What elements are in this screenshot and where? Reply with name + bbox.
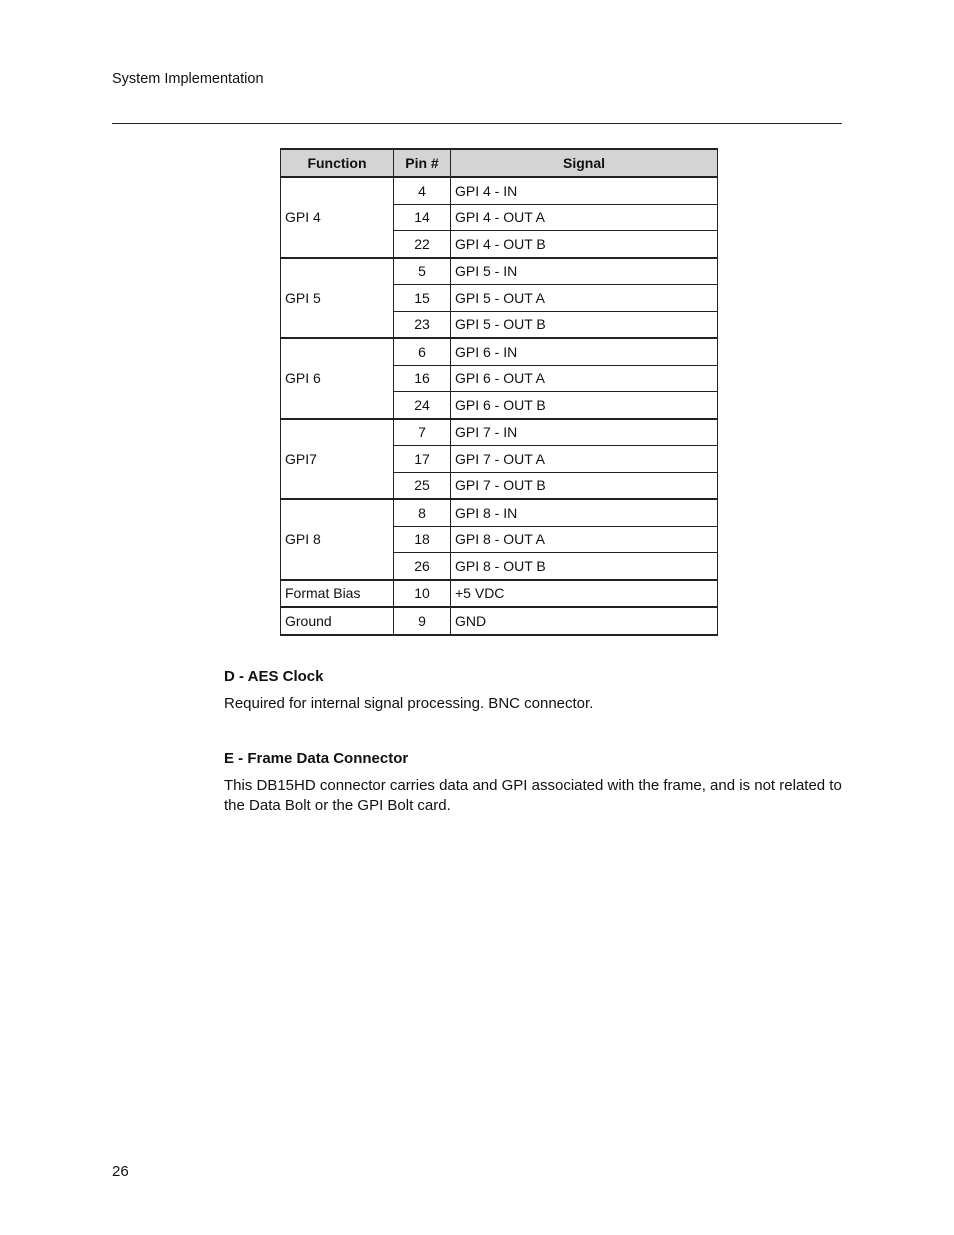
signal-cell: +5 VDC [451,580,718,608]
table-header-row [281,149,718,177]
function-cell: GPI 4 [281,177,394,258]
signal-cell: GPI 4 - OUT A [451,204,718,231]
signal-cell: GPI 7 - OUT A [451,446,718,473]
pin-assignment-table [280,148,718,636]
signal-cell: GPI 5 - OUT A [451,285,718,312]
pin-cell: 4 [394,177,451,204]
signal-cell: GPI 5 - OUT B [451,311,718,338]
signal-cell: GPI 4 - IN [451,177,718,204]
function-cell: Format Bias [281,580,394,608]
section-title-frame-data-connector: E - Frame Data Connector [224,750,409,767]
pin-cell: 23 [394,311,451,338]
pin-cell: 7 [394,419,451,446]
pin-cell: 24 [394,392,451,419]
section-body-frame-data-connector: This DB15HD connector carries data and GPI associated with the frame, and is not related to the Data Bolt or the GPI Bolt card. [224,777,842,814]
signal-cell: GPI 8 - OUT B [451,553,718,580]
function-cell: GPI 6 [281,338,394,419]
pin-cell: 6 [394,338,451,365]
column-header-function: Function [281,149,394,177]
table-row [281,580,718,608]
signal-cell: GPI 7 - OUT B [451,472,718,499]
signal-cell: GPI 8 - OUT A [451,526,718,553]
section-body-aes-clock: Required for internal signal processing. BNC connector. [224,695,594,712]
table-row [281,499,718,526]
table-row [281,258,718,285]
signal-cell: GPI 8 - IN [451,499,718,526]
column-header-signal: Signal [451,149,718,177]
pin-cell: 15 [394,285,451,312]
header-divider [112,123,842,124]
signal-cell: GPI 6 - OUT A [451,365,718,392]
signal-cell: GPI 4 - OUT B [451,231,718,258]
pin-cell: 22 [394,231,451,258]
signal-cell: GPI 5 - IN [451,258,718,285]
pin-cell: 14 [394,204,451,231]
running-header: System Implementation [112,71,264,87]
table-row [281,607,718,635]
table-row [281,177,718,204]
pin-cell: 26 [394,553,451,580]
function-cell: GPI 8 [281,499,394,580]
function-cell: GPI7 [281,419,394,500]
table-row [281,338,718,365]
pin-cell: 9 [394,607,451,635]
pin-cell: 17 [394,446,451,473]
function-cell: GPI 5 [281,258,394,339]
pin-cell: 5 [394,258,451,285]
column-header-pin: Pin # [394,149,451,177]
page-number: 26 [112,1163,129,1180]
table-row [281,419,718,446]
pin-cell: 10 [394,580,451,608]
signal-cell: GPI 7 - IN [451,419,718,446]
signal-cell: GND [451,607,718,635]
section-title-aes-clock: D - AES Clock [224,668,324,685]
pin-cell: 18 [394,526,451,553]
function-cell: Ground [281,607,394,635]
pin-cell: 8 [394,499,451,526]
pin-cell: 16 [394,365,451,392]
signal-cell: GPI 6 - OUT B [451,392,718,419]
signal-cell: GPI 6 - IN [451,338,718,365]
table-body [281,177,718,635]
pin-cell: 25 [394,472,451,499]
